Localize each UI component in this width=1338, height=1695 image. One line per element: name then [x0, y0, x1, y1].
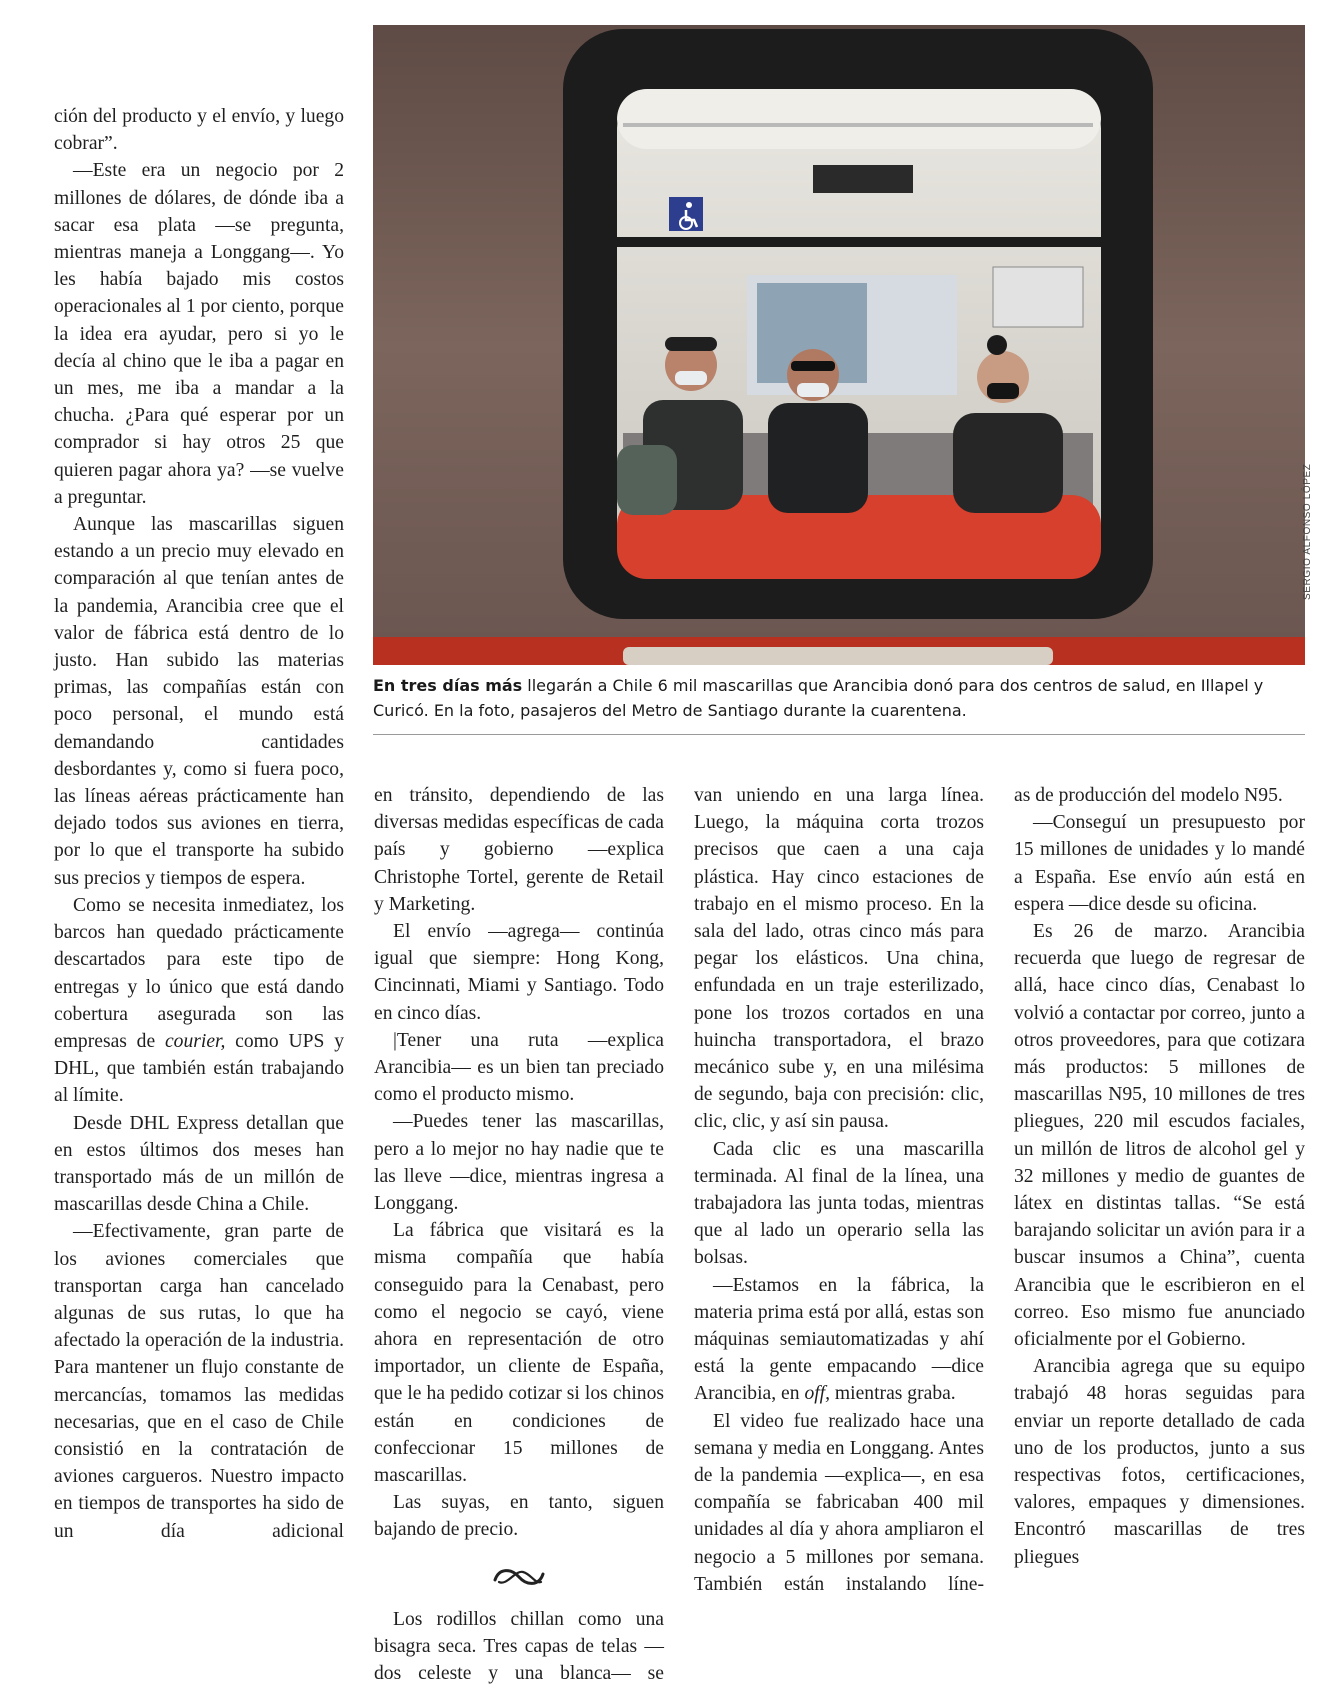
- paragraph: El video fue realizado hace una semana y media en Longgang. Antes de la pandemia —explica—, en esa compañía se fabricaban 400 mil unidades al día y ahora ampliaron el negocio a 5 millones por semana. También están instalando líne-: [694, 1410, 984, 1595]
- paragraph: La fábrica que visitará es la misma compañía que había conseguido para la Cenabast, pero como el negocio se cayó, viene ahora en representación de otro importador, un cliente de España, que le ha pedido cotizar si los chinos están en condiciones de confeccionar 15 millones de mascarillas.: [374, 1220, 664, 1487]
- article-column-4: [1014, 782, 1305, 1571]
- emphasis-text: courier,: [164, 1030, 226, 1052]
- article-column-3: [694, 782, 984, 1598]
- metro-window-illustration: [373, 25, 1305, 665]
- paragraph: Cada clic es una mascarilla terminada. Al final de la línea, una trabajadora las junta todas, mientras que al lado un operario sella las bolsas.: [694, 1138, 984, 1269]
- display-panel: [813, 165, 913, 193]
- article-column-1: [54, 103, 344, 1545]
- window-mullion: [617, 237, 1101, 247]
- paragraph: [694, 1272, 984, 1408]
- paragraph-text: mientras graba.: [830, 1383, 956, 1405]
- paragraph: Es 26 de marzo. Arancibia recuerda que luego de regresar de allá, hace cinco días, Cenabast lo volvió a contactar por correo, junto a otros proveedores, para que cotizara más productos: 5 millones de mascarillas N95, 10 millones de tres pliegues, 220 mil escudos faciales, un millón de litros de alcohol gel y 32 millones y medio de guantes de látex en distintas tallas. “Se está barajando solicitar un avión para ir a buscar insumos a China”, cuenta Arancibia que le escribieron en el correo. Eso mismo fue anunciado oficialmente por el Gobierno.: [1014, 921, 1305, 1351]
- paragraph: ción del producto y el envío, y luego cobrar”.: [54, 106, 344, 155]
- photo-credit: SERGIO ALFONSO LÓPEZ: [1302, 463, 1313, 600]
- photo-caption: [373, 673, 1305, 723]
- paragraph: Arancibia agrega que su equipo trabajó 48 horas seguidas para enviar un reporte detallado de cada uno de los productos, junto a sus respectivas fotos, certificaciones, valores, empaques y dimensiones. Encontró mascarillas de tres pliegues: [1014, 1356, 1305, 1568]
- paragraph: as de producción del modelo N95.: [1014, 785, 1283, 806]
- paragraph: |Tener una ruta —explica Arancibia— es un bien tan preciado como el producto mismo.: [374, 1029, 664, 1106]
- caption-divider: [373, 734, 1305, 735]
- caption-text: llegarán a Chile 6 mil mascarillas que Arancibia donó para dos centros de salud, en Illapel y Curicó. En la foto, pasajeros del Metro de Santiago durante la cuarentena.: [373, 676, 1264, 720]
- wheelchair-icon: [669, 197, 703, 231]
- paragraph: van uniendo en una larga línea. Luego, la máquina corta trozos precisos que caen a una caja plástica. Hay cinco estaciones de trabajo en el mismo proceso. En la sala del lado, otras cinco más para pegar los elásticos. Una china, enfundada en un traje esterilizado, pone los trozos cortados en una huincha transportadora, el brazo mecánico sube y, en una milésima de segundo, baja con precisión: clic, clic, clic, y así sin pausa.: [694, 785, 984, 1133]
- ceiling: [617, 89, 1101, 149]
- paragraph: El envío —agrega— continúa igual que siempre: Hong Kong, Cincinnati, Miami y Santiago. Todo en cinco días.: [374, 921, 664, 1024]
- paragraph: en tránsito, dependiendo de las diversas medidas específicas de cada país y gobierno —explica Christophe Tortel, gerente de Retail y Marketing.: [374, 785, 664, 915]
- paragraph-text: Como se necesita inmediatez, los barcos han quedado prácticamente descartados para este tipo de entregas y lo único que está dando cobertura asegurada son las empresas de: [54, 894, 344, 1052]
- paragraph: —Conseguí un presupuesto por 15 millones de unidades y lo mandé a España. Ese envío aún está en espera —dice desde su oficina.: [1014, 812, 1305, 915]
- section-ornament: [374, 1564, 664, 1592]
- paragraph-text: —Estamos en la fábrica, la materia prima está por allá, estas son máquinas semiautomatizadas y ahí está la gente empacando —dice Arancibia, en: [694, 1274, 984, 1405]
- paragraph: Aunque las mascarillas siguen estando a un precio muy elevado en comparación al que tenían antes de la pandemia, Arancibia cree que el valor de fábrica está dentro de lo justo. Han subido las materias primas, las compañías están con poco personal, el mundo está demandando cantidades desbordantes y, como si fuera poco, las líneas aéreas prácticamente han dejado todos sus aviones en tierra, por lo que el transporte ha subido sus precios y tiempos de espera.: [54, 514, 344, 889]
- metro-photo: [373, 25, 1305, 665]
- vent-grille: [623, 647, 1053, 665]
- paragraph: Los rodillos chillan como una bisagra seca. Tres capas de telas —dos celeste y una blanca— se: [374, 1608, 664, 1685]
- paragraph: Desde DHL Express detallan que en estos últimos dos meses han transportado más de un millón de mascarillas desde China a Chile.: [54, 1112, 344, 1216]
- paragraph: —Efectivamente, gran parte de los aviones comerciales que transportan carga han cancelado algunas de sus rutas, lo que ha afectado la operación de la industria. Para mantener un flujo constante de mercancías, tomamos las medidas necesarias, que en el caso de Chile consistió en la contratación de aviones cargueros. Nuestro impacto en tiempos de transportes ha sido de un día adicional: [54, 1221, 344, 1542]
- paragraph: —Este era un negocio por 2 millones de dólares, de dónde iba a sacar esa plata —se pregunta, mientras maneja a Longgang—. Yo les había bajado mis costos operacionales al 1 por ciento, porque la idea era ayudar, pero si yo le decía al chino que le iba a pagar en un mes, me iba a mandar a la chucha. ¿Para qué esperar por un comprador si hay otros 25 que quieren pagar ahora ya? —se vuelve a preguntar.: [54, 160, 344, 508]
- caption-lead: En tres días más: [373, 676, 523, 695]
- flourish-icon: [489, 1564, 549, 1590]
- route-map: [993, 267, 1083, 327]
- passenger-left-edge: [617, 445, 677, 515]
- emphasis-text: off,: [804, 1383, 831, 1405]
- article-column-2: [374, 782, 664, 1687]
- paragraph: Las suyas, en tanto, siguen bajando de precio.: [374, 1492, 664, 1541]
- paragraph: [54, 892, 344, 1110]
- paragraph: —Puedes tener las mascarillas, pero a lo mejor no hay nadie que te las lleve —dice, mientras ingresa a Longgang.: [374, 1111, 664, 1215]
- paragraph-text: como UPS y DHL, que también están trabajando al límite.: [54, 1030, 345, 1107]
